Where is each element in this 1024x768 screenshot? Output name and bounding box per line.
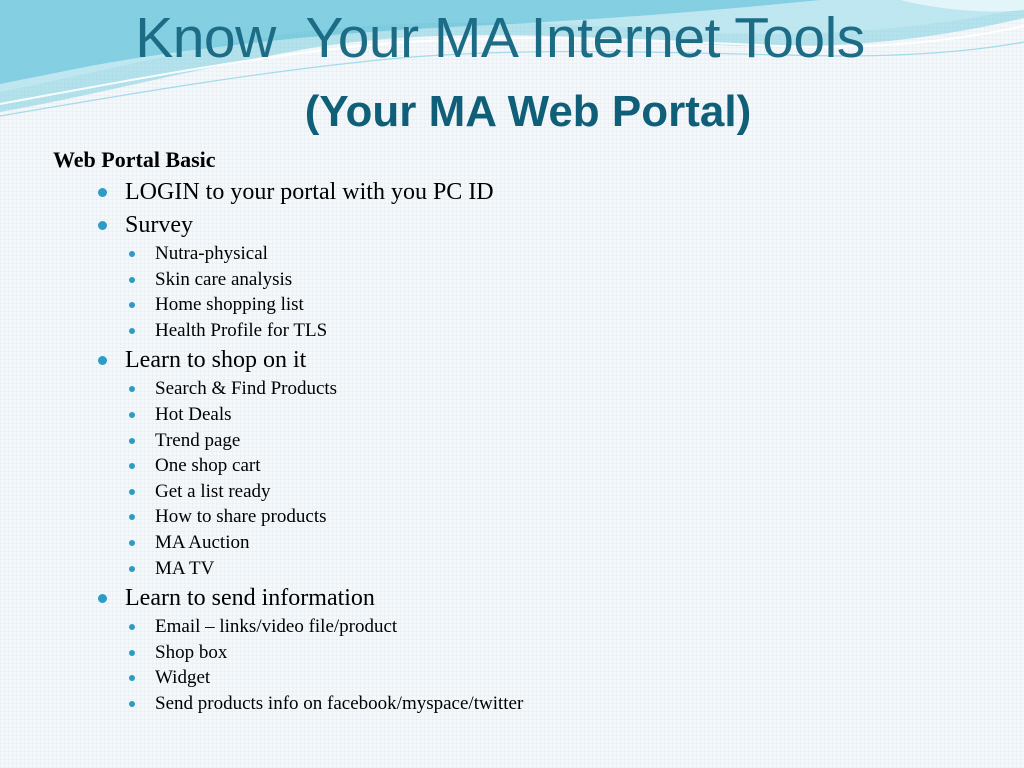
sub-bullet-text: Shop box [155, 641, 228, 663]
sub-bullet-text: Home shopping list [155, 294, 304, 316]
sub-bullet-text: Email – links/video file/product [155, 616, 398, 638]
sub-bullet-text: Health Profile for TLS [155, 319, 328, 341]
sub-bullet-dot [129, 277, 135, 283]
slide-title: Know Your MA Internet Tools [135, 6, 865, 70]
sub-bullet-dot [129, 650, 135, 656]
slide-subtitle: (Your MA Web Portal) [304, 87, 752, 136]
sub-bullet [155, 428, 1024, 454]
sub-bullet-text: Widget [155, 667, 211, 689]
sub-bullet-text: Nutra-physical [155, 243, 268, 264]
section-heading: Web Portal Basic [53, 147, 216, 172]
sub-bullet [155, 665, 1024, 691]
sub-bullet [155, 453, 1024, 479]
sub-bullet [155, 318, 1024, 344]
sub-bullet-text: Send products info on facebook/myspace/twitter [155, 692, 524, 714]
bullet-dot [98, 356, 107, 365]
shop-sub-list [155, 376, 1024, 581]
sub-bullet-dot [129, 489, 135, 495]
bullet-list [0, 177, 1024, 719]
sub-bullet-dot [129, 624, 135, 630]
sub-bullet-dot [129, 463, 135, 469]
bullet-text: Learn to send information [125, 585, 375, 612]
sub-bullet-text: One shop cart [155, 455, 261, 477]
bullet-text: Survey [125, 212, 193, 238]
sub-bullet [155, 640, 1024, 666]
sub-bullet-dot [129, 514, 135, 520]
bullet-dot [98, 221, 107, 230]
sub-bullet-dot [129, 701, 135, 707]
sub-bullet-text: Skin care analysis [155, 268, 293, 290]
sub-bullet [155, 691, 1024, 717]
sub-bullet [155, 267, 1024, 293]
send-sub-list [155, 614, 1024, 716]
sub-bullet [155, 402, 1024, 428]
sub-bullet-dot [129, 438, 135, 444]
sub-bullet [155, 292, 1024, 318]
sub-bullet-text: MA TV [155, 557, 215, 579]
sub-bullet [155, 614, 1024, 640]
bullet-text: LOGIN to your portal with you PC ID [125, 179, 494, 205]
sub-bullet-text: Search & Find Products [155, 378, 338, 400]
survey-sub-list [155, 241, 1024, 343]
bullet-dot [98, 188, 107, 197]
sub-bullet-text: Hot Deals [155, 403, 232, 425]
sub-bullet-dot [129, 328, 135, 334]
bullet-survey [125, 210, 1024, 241]
sub-bullet-dot [129, 566, 135, 572]
bullet-send [125, 583, 1024, 614]
sub-bullet-text: Get a list ready [155, 480, 271, 502]
sub-bullet-dot [129, 386, 135, 392]
sub-bullet-dot [129, 540, 135, 546]
sub-bullet [155, 504, 1024, 530]
bullet-text: Learn to shop on it [125, 347, 307, 374]
sub-bullet [155, 479, 1024, 505]
sub-bullet-dot [129, 302, 135, 308]
bullet-login [125, 177, 1024, 208]
sub-bullet [155, 241, 1024, 267]
sub-bullet [155, 376, 1024, 402]
sub-bullet [155, 556, 1024, 582]
sub-bullet-dot [129, 412, 135, 418]
sub-bullet-text: How to share products [155, 506, 327, 528]
bullet-shop [125, 345, 1024, 376]
sub-bullet-text: MA Auction [155, 531, 250, 553]
sub-bullet [155, 530, 1024, 556]
sub-bullet-dot [129, 675, 135, 681]
sub-bullet-dot [129, 251, 135, 257]
bullet-dot [98, 594, 107, 603]
sub-bullet-text: Trend page [155, 429, 241, 451]
